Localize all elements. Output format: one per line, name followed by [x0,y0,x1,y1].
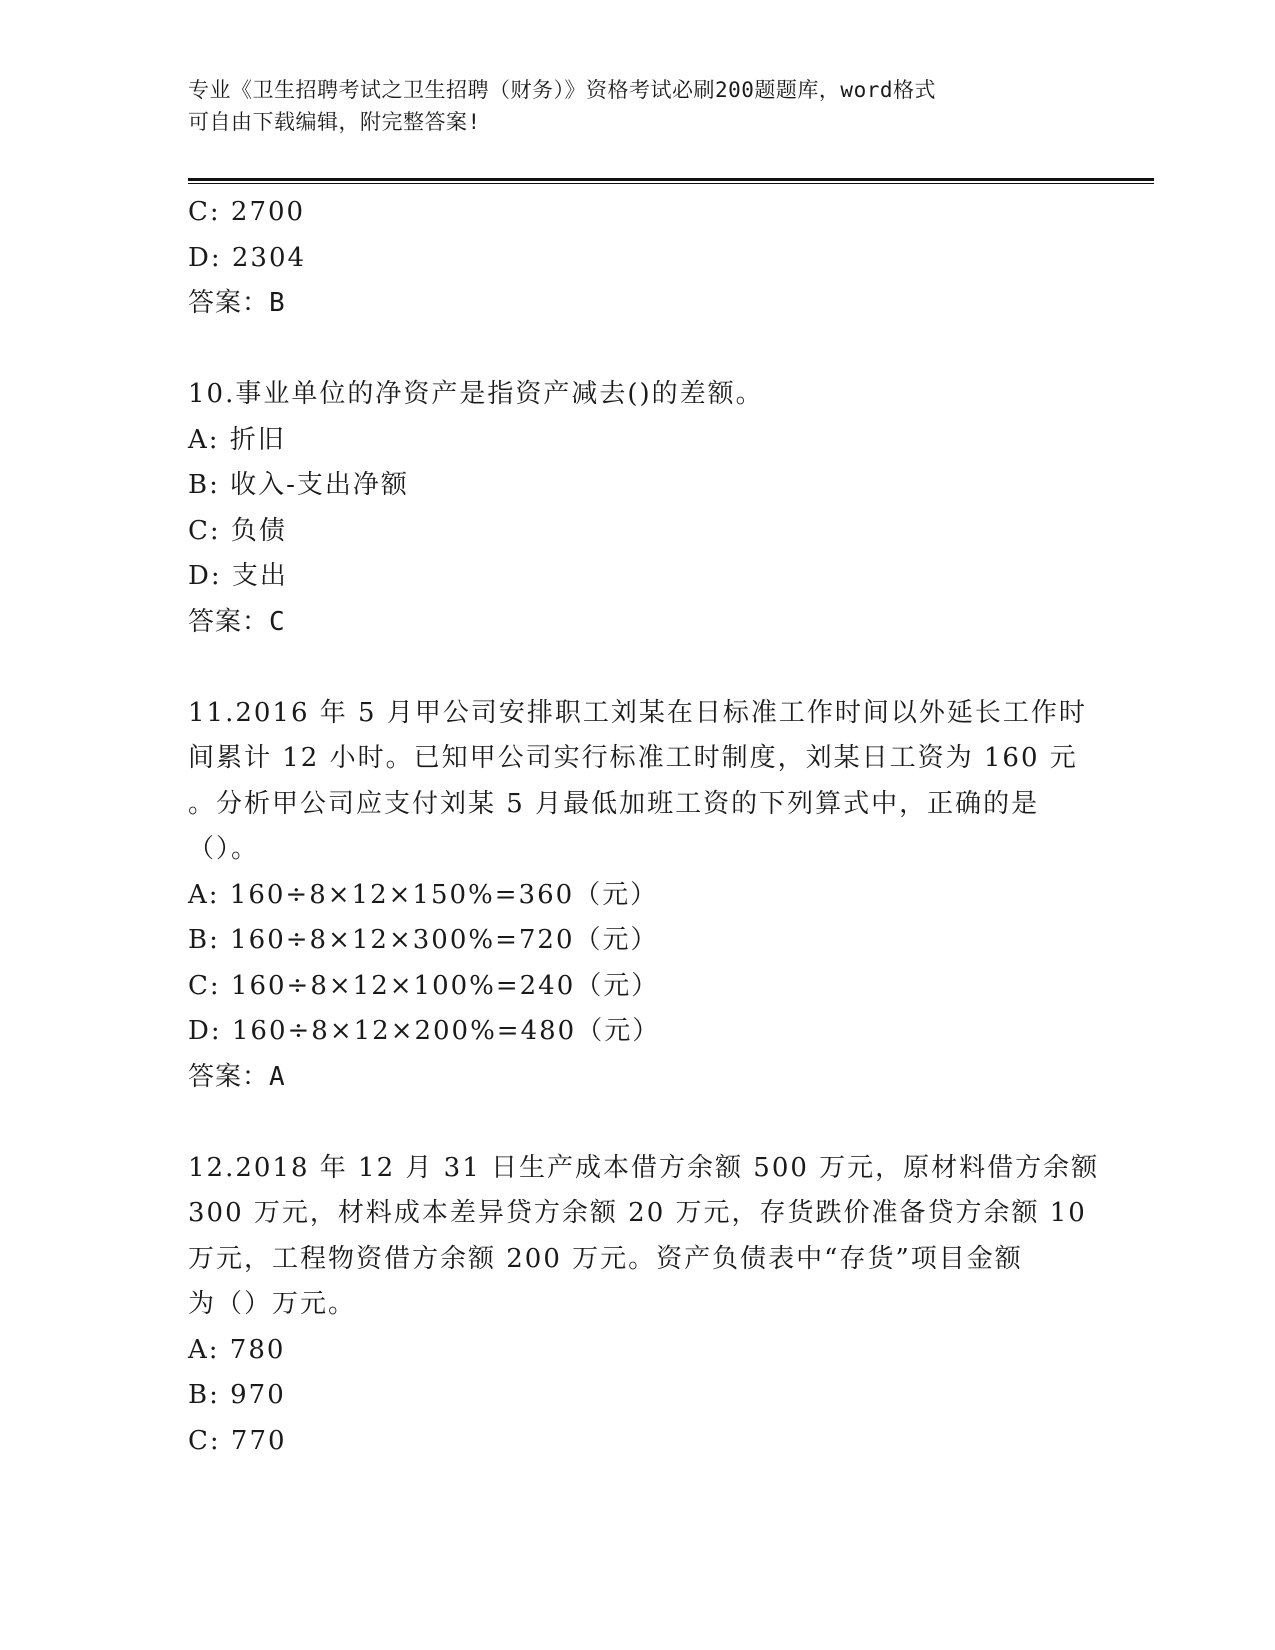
question-stem-line: 10.事业单位的净资产是指资产减去()的差额。 [188,379,764,409]
option-d: D: 支出 [188,561,288,591]
option-b: B: 970 [188,1380,286,1410]
option-c: C: 2700 [188,197,306,227]
header-title-line-2: 可自由下载编辑，附完整答案! [188,110,481,134]
spacer [188,327,1088,373]
header-divider-thick [188,178,1154,181]
option-b: B: 收入-支出净额 [188,470,409,500]
header-divider-thin [188,183,1154,184]
question-stem-line: 。分析甲公司应支付刘某 5 月最低加班工资的下列算式中，正确的是 [188,788,1040,819]
answer-line: 答案：A [188,1061,286,1092]
option-d: D: 160÷8×12×200%=480（元） [188,1016,661,1046]
question-stem-line: 万元，工程物资借方余额 200 万元。资产负债表中“存货”项目金额 [188,1243,1023,1274]
option-a: A: 折旧 [188,424,286,455]
document-header [188,74,1088,138]
option-b: B: 160÷8×12×300%=720（元） [188,925,659,955]
option-d: D: 2304 [188,242,307,273]
question-10 [188,372,1088,645]
answer-line: 答案：C [188,606,286,637]
option-a: A: 160÷8×12×150%=360（元） [188,879,659,910]
option-c: C: 770 [188,1425,287,1456]
option-a: A: 780 [188,1334,286,1365]
question-stem-line: 11.2016 年 5 月甲公司安排职工刘某在日标准工作时间以外延长工作时 [188,697,1087,728]
question-stem-line: （）。 [188,834,260,864]
question-12 [188,1146,1100,1465]
question-stem-line: 300 万元，材料成本差异贷方余额 20 万元，存货跌价准备贷方余额 10 [188,1198,1087,1228]
question-stem-line: 间累计 12 小时。已知甲公司实行标准工时制度，刘某日工资为 160 元 [188,743,1078,773]
spacer [188,645,1088,691]
question-9-tail [188,190,1088,327]
document-body [188,190,1100,1464]
spacer [188,1100,1088,1146]
answer-line: 答案：B [188,288,286,318]
option-c: C: 负债 [188,515,287,546]
question-11 [188,691,1088,1101]
header-title-line-1: 专业《卫生招聘考试之卫生招聘（财务）》资格考试必刷200题题库，word格式 [188,78,936,102]
question-stem-line: 为（）万元。 [188,1289,357,1319]
option-c: C: 160÷8×12×100%=240（元） [188,970,660,1001]
question-stem-line: 12.2018 年 12 月 31 日生产成本借方余额 500 万元，原材料借方余额 [188,1152,1100,1183]
